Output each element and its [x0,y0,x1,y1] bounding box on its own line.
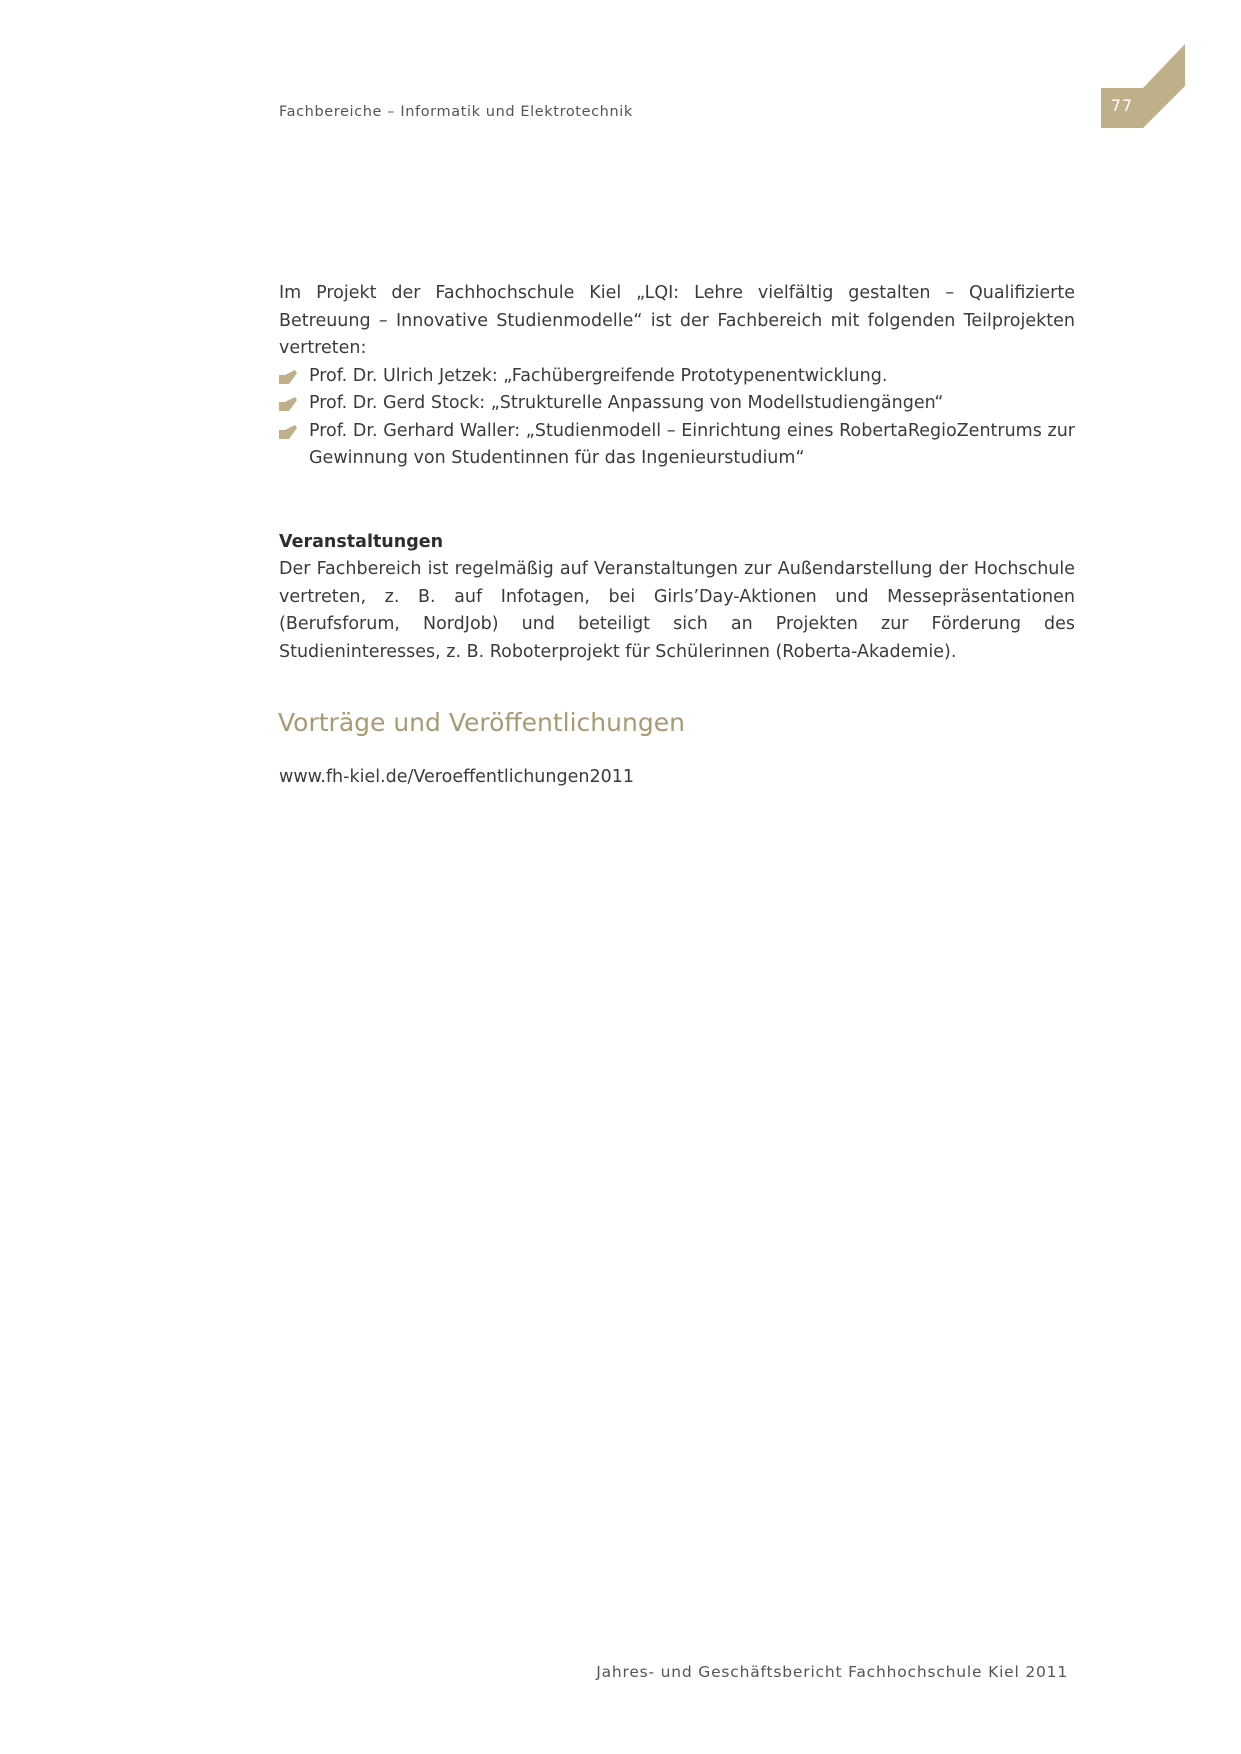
list-item-text: Prof. Dr. Ulrich Jetzek: „Fachübergreifende Prototypenentwicklung. [309,365,888,386]
list-item-text: Prof. Dr. Gerhard Waller: „Studienmodell – Einrichtung eines RobertaRegioZentrums zur Gewinnung von Studentinnen für das Ingenieurstudium“ [309,420,1075,468]
arrow-bullet-icon [279,425,297,439]
list-item [279,390,1075,418]
main-content [279,280,1075,792]
intro-paragraph: Im Projekt der Fachhochschule Kiel „LQI: Lehre vielfältig gestalten – Qualifizierte Betreuung – Innovative Studienmodelle“ ist der Fachbereich mit folgenden Teilprojekten vertreten: [279,283,1075,358]
arrow-bullet-icon [279,370,297,384]
list-item [279,418,1075,473]
publications-link[interactable]: www.fh-kiel.de/Veroeffentlichungen2011 [279,767,634,787]
page-number: 77 [1110,96,1134,115]
publications-heading: Vorträge und Veröffentlichungen [278,708,685,737]
list-item [279,363,1075,391]
list-item-text: Prof. Dr. Gerd Stock: „Strukturelle Anpassung von Modellstudiengängen“ [309,393,944,413]
arrow-bullet-icon [279,397,297,411]
footer-title: Jahres- und Geschäftsbericht Fachhochschule Kiel 2011 [596,1663,1068,1681]
running-title: Fachbereiche – Informatik und Elektrotechnik [279,104,633,120]
page-tab-shape [1101,44,1185,128]
project-list [279,363,1075,473]
events-paragraph: Der Fachbereich ist regelmäßig auf Veranstaltungen zur Außendarstellung der Hochschule vertreten, z. B. auf Infotagen, bei Girls’Day-Aktionen und Messepräsentationen (Berufsforum, NordJob) und beteiligt sich an Projekten zur Förderung des Studieninteresses, z. B. Roboterprojekt für Schülerinnen (Roberta-Akademie). [279,559,1075,662]
events-heading: Veranstaltungen [279,531,444,552]
